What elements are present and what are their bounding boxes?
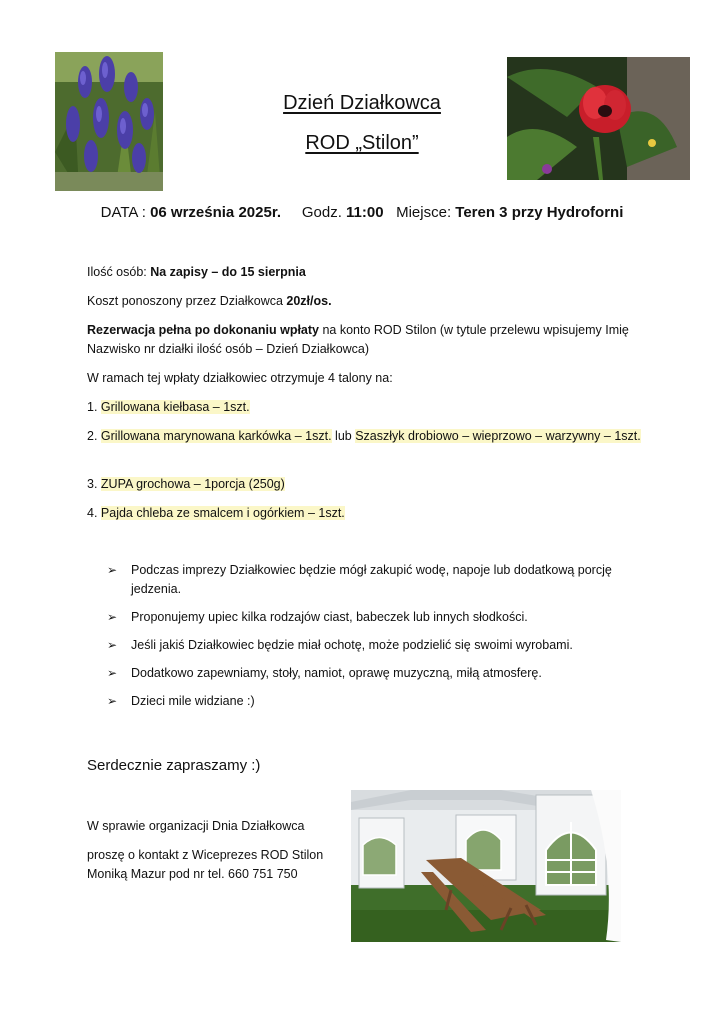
grape-hyacinth-photo (55, 52, 163, 191)
page-subtitle: ROD „Stilon” (305, 132, 419, 154)
arrowhead-bullet-icon: ➢ (107, 563, 118, 577)
list-item: ➢ Dzieci mile widziane :) (107, 692, 647, 711)
tent-picnic-photo (351, 790, 621, 942)
contact-info: proszę o kontakt z Wiceprezes ROD Stilon Moniką Mazur pod nr tel. 660 751 750 (87, 848, 324, 881)
reservation-info: Rezerwacja pełna po dokonaniu wpłaty na konto ROD Stilon (w tytule przelewu wpisujemy Imię Nazwisko nr działki ilość osób – Dzień Działkowca) (87, 323, 629, 356)
arrowhead-bullet-icon: ➢ (107, 666, 118, 680)
ticket-item-4: 4. Pajda chleba ze smalcem i ogórkiem – 1szt. (87, 506, 345, 520)
list-item: ➢ Proponujemy upiec kilka rodzajów ciast, babeczek lub innych słodkości. (107, 608, 647, 627)
list-item: ➢ Podczas imprezy Działkowiec będzie mógł zakupić wodę, napoje lub dodatkową porcję jedzenia. (107, 563, 612, 596)
list-item: ➢ Jeśli jakiś Działkowiec będzie miał ochotę, może podzielić się swoimi wyrobami. (107, 636, 647, 655)
ticket-item-2: 2. Grillowana marynowana karkówka – 1szt. lub Szaszłyk drobiowo – wieprzowo – warzywny – 1szt. (87, 429, 641, 443)
arrowhead-bullet-icon: ➢ (107, 610, 118, 624)
red-tulip-photo (507, 57, 690, 180)
ticket-item-1: 1. Grillowana kiełbasa – 1szt. (87, 400, 250, 414)
invitation-text: Serdecznie zapraszamy :) (87, 757, 261, 774)
organization-note: W sprawie organizacji Dnia Działkowca (87, 819, 305, 833)
date-value: 06 września 2025r. (150, 204, 281, 221)
persons-info: Ilość osób: Na zapisy – do 15 sierpnia (87, 265, 306, 279)
place-label: Miejsce: (396, 204, 456, 221)
arrowhead-bullet-icon: ➢ (107, 694, 118, 708)
info-bullet-list (107, 561, 647, 720)
time-value: 11:00 (346, 204, 384, 221)
cost-info: Koszt ponoszony przez Działkowca 20zł/os. (87, 294, 332, 308)
ticket-item-3: 3. ZUPA grochowa – 1porcja (250g) (87, 477, 285, 491)
event-info-line (0, 204, 724, 221)
arrowhead-bullet-icon: ➢ (107, 638, 118, 652)
page-title: Dzień Działkowca (283, 92, 441, 114)
date-label: DATA : (100, 204, 151, 221)
list-item: ➢ Dodatkowo zapewniamy, stoły, namiot, oprawę muzyczną, miłą atmosferę. (107, 664, 647, 683)
time-label: Godz. (301, 204, 347, 221)
tickets-intro: W ramach tej wpłaty działkowiec otrzymuje 4 talony na: (87, 371, 393, 385)
place-value: Teren 3 przy Hydroforni (455, 204, 624, 221)
